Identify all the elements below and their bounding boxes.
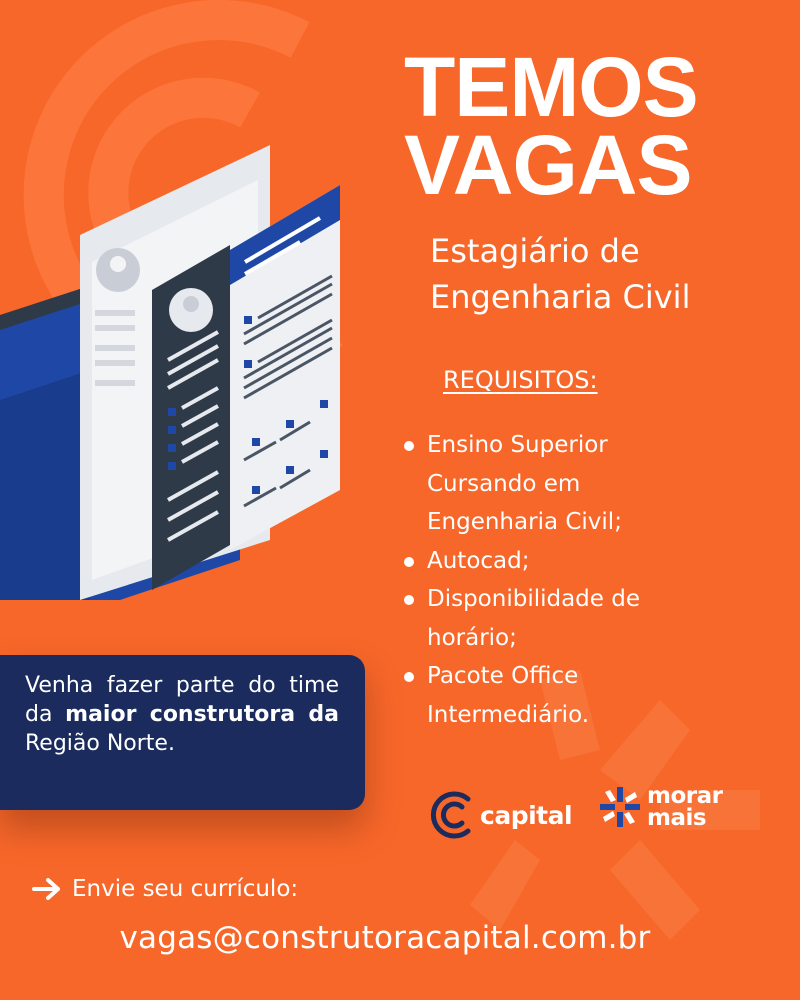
- headline: [404, 40, 784, 212]
- mais-text: mais: [647, 805, 707, 831]
- job-position-line-1: Estagiário de: [430, 232, 640, 270]
- morar-mais-logo-text: [647, 785, 722, 829]
- morar-mais-logo: [598, 785, 722, 829]
- morar-text: morar: [647, 783, 723, 809]
- headline-line-1: TEMOS: [404, 40, 698, 134]
- invite-text-part-1: Venha fazer parte do time da: [25, 673, 339, 727]
- send-cv-label: Envie seu currículo:: [72, 876, 299, 902]
- capital-c-logo-icon: [428, 789, 476, 841]
- company-logos: [428, 785, 758, 845]
- invite-text-bold: maior construtora da: [65, 702, 339, 727]
- send-cv-line: [32, 876, 298, 902]
- requirement-item: Ensino Superior Cursando em Engenharia Civil;: [402, 426, 702, 542]
- morar-mais-star-icon: [598, 785, 642, 829]
- resume-documents-illustration: [0, 140, 370, 600]
- requirement-item: Pacote Office Intermediário.: [402, 657, 662, 734]
- capital-logo: [428, 789, 572, 841]
- invite-text-part-2: Região Norte.: [25, 731, 175, 756]
- capital-logo-text: capital: [480, 800, 573, 830]
- requirements-list: [402, 426, 792, 734]
- arrow-right-icon: [32, 878, 62, 900]
- contact-email[interactable]: vagas@construtoracapital.com.br: [119, 920, 651, 956]
- requirement-item: Autocad;: [402, 542, 792, 581]
- invite-box: [0, 655, 365, 810]
- job-position-line-2: Engenharia Civil: [430, 278, 691, 316]
- requirements-title: REQUISITOS:: [443, 366, 598, 394]
- requirement-item: Disponibilidade de horário;: [402, 580, 722, 657]
- job-position: [430, 228, 790, 320]
- headline-line-2: VAGAS: [404, 118, 692, 212]
- invite-text: [25, 671, 339, 758]
